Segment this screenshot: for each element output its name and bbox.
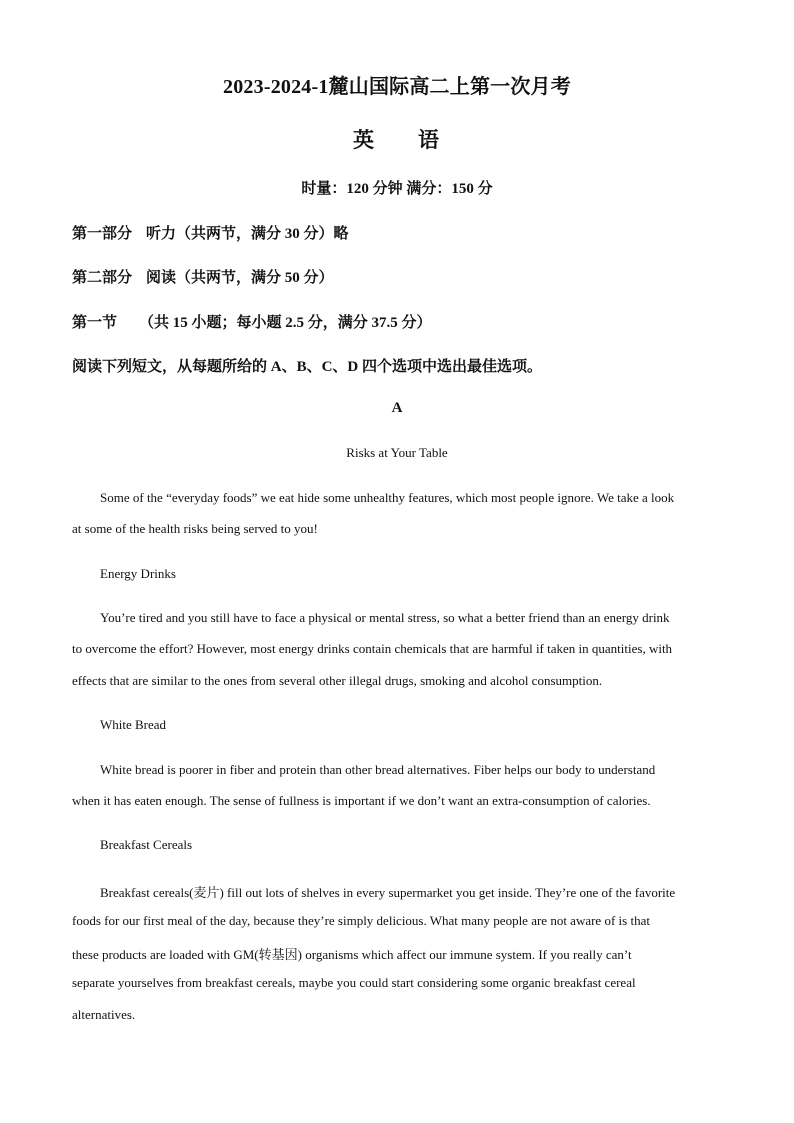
passage-line: foods for our first meal of the day, because they’re simply delicious. What many people are not aware of is that xyxy=(72,913,650,928)
section-part1-text: 听力（共两节，满分 30 分）略 xyxy=(146,226,349,242)
section-part1-label: 第一部分 xyxy=(72,226,133,242)
section-part2-label: 第二部分 xyxy=(72,270,133,286)
passage-line: You’re tired and you still have to face a physical or mental stress, so what a better friend than an energy drink xyxy=(100,610,670,625)
section-part3-label: 第一节 xyxy=(72,315,118,331)
passage-letter: A xyxy=(391,400,403,416)
passage-line: alternatives. xyxy=(72,1007,136,1022)
instruction: 阅读下列短文，从每题所给的 A、B、C、D 四个选项中选出最佳选项。 xyxy=(72,359,543,375)
passage-line: separate yourselves from breakfast cereals, maybe you could start considering some organic breakfast cereal xyxy=(72,975,636,990)
passage-line: when it has eaten enough. The sense of fullness is important if we don’t want an extra-consumption of calories. xyxy=(72,793,651,808)
passage-line: at some of the health risks being served to you! xyxy=(72,521,318,536)
exam-title: 2023-2024-1麓山国际高二上第一次月考 xyxy=(223,76,571,98)
section-part1 xyxy=(72,222,349,243)
subheading-white-bread: White Bread xyxy=(100,717,167,732)
passage-line: Breakfast cereals(麦片) fill out lots of shelves in every supermarket you get inside. They’re one of the favorite xyxy=(100,885,676,900)
section-part3-text: （共 15 小题；每小题 2.5 分，满分 37.5 分） xyxy=(139,315,432,331)
exam-meta: 时量：120 分钟 满分：150 分 xyxy=(301,181,493,197)
passage-line: effects that are similar to the ones from several other illegal drugs, smoking and alcohol consumption. xyxy=(72,673,603,688)
passage-line: Some of the “everyday foods” we eat hide some unhealthy features, which most people ignore. We take a look xyxy=(100,490,675,505)
passage-title: Risks at Your Table xyxy=(346,445,448,460)
section-part3 xyxy=(72,311,432,332)
section-part2-text: 阅读（共两节，满分 50 分） xyxy=(146,270,334,286)
passage-line: White bread is poorer in fiber and protein than other bread alternatives. Fiber helps our body to understand xyxy=(100,762,656,777)
subject-char-2: 语 xyxy=(418,128,441,152)
subject-heading xyxy=(0,124,794,154)
subheading-energy-drinks: Energy Drinks xyxy=(100,566,176,581)
subheading-breakfast-cereals: Breakfast Cereals xyxy=(100,837,193,852)
subject-char-1: 英 xyxy=(353,128,376,152)
passage-line: these products are loaded with GM(转基因) organisms which affect our immune system. If you really can’t xyxy=(72,947,632,962)
passage-line: to overcome the effort? However, most energy drinks contain chemicals that are harmful if taken in quantities, with xyxy=(72,641,673,656)
section-part2 xyxy=(72,266,334,287)
